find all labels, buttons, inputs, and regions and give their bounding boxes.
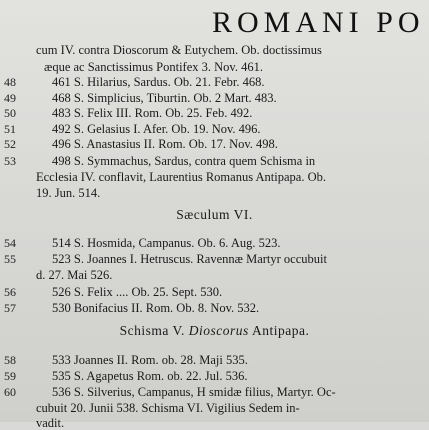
section-heading-schisma — [0, 323, 429, 339]
line-text: 514 S. Hosmida, Campanus. Ob. 6. Aug. 523. — [52, 236, 281, 250]
margin-number: 53 — [4, 154, 16, 168]
margin-number: 56 — [4, 285, 16, 299]
line-text: 483 S. Felix III. Rom. Ob. 25. Feb. 492. — [52, 106, 253, 120]
running-head: ROMANI PO — [212, 6, 425, 39]
line-text: cubuit 20. Junii 538. Schisma VI. Vigilius Sedem in- — [36, 401, 300, 415]
line-text: 533 Joannes II. Rom. ob. 28. Maji 535. — [52, 353, 248, 367]
section-heading-saeculum: Sæculum VI. — [176, 207, 253, 222]
margin-number: 57 — [4, 301, 16, 315]
line-text: d. 27. Mai 526. — [36, 268, 113, 282]
line-text: æque ac Sanctissimus Pontifex 3. Nov. 461. — [44, 60, 263, 74]
margin-number: 60 — [4, 385, 16, 399]
line-text: 496 S. Anastasius II. Rom. Ob. 17. Nov. 498. — [52, 137, 278, 151]
schisma-tail: Antipapa. — [251, 323, 310, 338]
line-text: 468 S. Simplicius, Tiburtin. Ob. 2 Mart. 483. — [52, 91, 277, 105]
margin-number: 52 — [4, 137, 16, 151]
line-text: cum IV. contra Dioscorum & Eutychem. Ob. doctissimus — [36, 43, 322, 57]
line-text: 536 S. Silverius, Campanus, H smidæ filius, Martyr. Oc- — [52, 385, 336, 399]
margin-number: 59 — [4, 369, 16, 383]
margin-number: 54 — [4, 236, 16, 250]
margin-number: 50 — [4, 106, 16, 120]
schisma-lead: Schisma V. — [119, 323, 185, 338]
line-text: 492 S. Gelasius I. Afer. Ob. 19. Nov. 496. — [52, 122, 261, 136]
line-text: 526 S. Felix .... Ob. 25. Sept. 530. — [52, 285, 223, 299]
line-text: vadit. — [36, 416, 65, 430]
margin-number: 51 — [4, 122, 16, 136]
schisma-name: Dioscorus — [188, 323, 249, 338]
line-text: 535 S. Agapetus Rom. ob. 22. Jul. 536. — [52, 369, 248, 383]
margin-number: 58 — [4, 353, 16, 367]
line-text: 461 S. Hilarius, Sardus. Ob. 21. Febr. 468. — [52, 75, 265, 89]
line-text: 523 S. Joannes I. Hetruscus. Ravennæ Martyr occubuit — [52, 252, 327, 266]
line-text: 498 S. Symmachus, Sardus, contra quem Schisma in — [52, 154, 316, 168]
line-text: 530 Bonifacius II. Rom. Ob. 8. Nov. 532. — [52, 301, 260, 315]
line-text: Ecclesia IV. conflavit, Laurentius Romanus Antipapa. Ob. — [36, 170, 326, 184]
margin-number: 55 — [4, 252, 16, 266]
margin-number: 49 — [4, 91, 16, 105]
margin-number: 48 — [4, 75, 16, 89]
line-text: 19. Jun. 514. — [36, 186, 101, 200]
